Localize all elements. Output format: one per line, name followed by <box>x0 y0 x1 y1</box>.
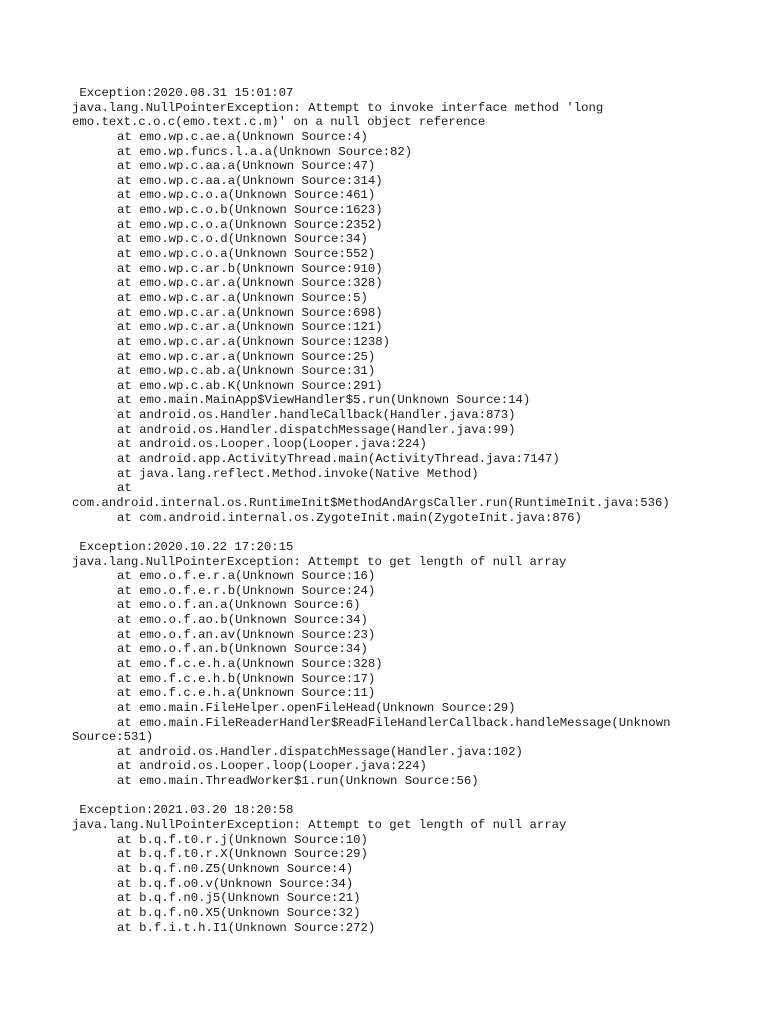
stack-frame: at emo.main.MainApp$ViewHandler$5.run(Unknown Source:14) <box>117 393 531 408</box>
stack-frame: at b.q.f.n0.Z5(Unknown Source:4) <box>117 861 354 876</box>
stack-frame: at b.f.i.t.h.I1(Unknown Source:272) <box>117 920 376 935</box>
stack-frame: at emo.o.f.e.r.b(Unknown Source:24) <box>117 583 376 598</box>
stack-frame: at emo.o.f.an.b(Unknown Source:34) <box>117 642 368 657</box>
stack-frame: at emo.main.FileReaderHandler$ReadFileHandlerCallback.handleMessage(Unknown <box>117 715 671 730</box>
stack-frame: at <box>117 481 132 496</box>
stack-frame: at emo.main.ThreadWorker$1.run(Unknown Source:56) <box>117 774 479 789</box>
stack-frame: at b.q.f.n0.j5(Unknown Source:21) <box>117 891 361 906</box>
stack-frame: at com.android.internal.os.ZygoteInit.main(ZygoteInit.java:876) <box>117 510 582 525</box>
stack-frame: at emo.wp.c.ar.a(Unknown Source:698) <box>117 305 383 320</box>
stack-frame: at b.q.f.o0.v(Unknown Source:34) <box>117 876 354 891</box>
stack-frame: at emo.wp.c.ar.a(Unknown Source:5) <box>117 290 368 305</box>
stack-frame: at android.os.Handler.handleCallback(Handler.java:873) <box>117 408 516 423</box>
stack-frame: at android.os.Looper.loop(Looper.java:224) <box>117 759 427 774</box>
stack-frame: at android.os.Handler.dispatchMessage(Handler.java:99) <box>117 422 516 437</box>
stack-frame: at b.q.f.t0.r.j(Unknown Source:10) <box>117 832 368 847</box>
stack-frame: at b.q.f.n0.X5(Unknown Source:32) <box>117 905 361 920</box>
stack-frame: at emo.wp.c.ar.a(Unknown Source:1238) <box>117 334 391 349</box>
stack-frame: at emo.wp.c.o.a(Unknown Source:552) <box>117 247 376 262</box>
stack-frame: at emo.wp.c.o.a(Unknown Source:461) <box>117 188 376 203</box>
stack-frame: at b.q.f.t0.r.X(Unknown Source:29) <box>117 847 368 862</box>
stack-frame: at android.os.Looper.loop(Looper.java:224) <box>117 437 427 452</box>
stack-frame: at emo.f.c.e.h.a(Unknown Source:11) <box>117 686 376 701</box>
stack-frame-continuation: Source:531) <box>72 730 154 745</box>
stack-frame: at java.lang.reflect.Method.invoke(Native Method) <box>117 466 479 481</box>
stack-frame: at emo.wp.c.aa.a(Unknown Source:314) <box>117 173 383 188</box>
stack-frame: at emo.o.f.an.av(Unknown Source:23) <box>117 627 376 642</box>
stack-frame: at emo.wp.c.ar.a(Unknown Source:328) <box>117 276 383 291</box>
stack-frame: at emo.wp.c.ar.a(Unknown Source:25) <box>117 349 376 364</box>
stack-frame: at emo.wp.c.o.a(Unknown Source:2352) <box>117 217 383 232</box>
exception-timestamp: Exception:2021.03.20 18:20:58 <box>72 803 294 818</box>
stack-frame: at emo.wp.c.o.b(Unknown Source:1623) <box>117 203 383 218</box>
stack-frame: at android.os.Handler.dispatchMessage(Handler.java:102) <box>117 744 523 759</box>
exception-log-document <box>72 86 762 950</box>
exception-block <box>72 803 762 935</box>
exception-message: java.lang.NullPointerException: Attempt to get length of null array <box>72 554 567 569</box>
exception-message: java.lang.NullPointerException: Attempt to invoke interface method 'long <box>72 100 604 115</box>
stack-frame: at emo.f.c.e.h.b(Unknown Source:17) <box>117 671 376 686</box>
stack-frame: at android.app.ActivityThread.main(ActivityThread.java:7147) <box>117 452 560 467</box>
stack-frame: at emo.wp.c.aa.a(Unknown Source:47) <box>117 159 376 174</box>
stack-frame: at emo.wp.funcs.l.a.a(Unknown Source:82) <box>117 144 413 159</box>
stack-frame: at emo.wp.c.ab.K(Unknown Source:291) <box>117 378 383 393</box>
stack-frame: at emo.wp.c.o.d(Unknown Source:34) <box>117 232 368 247</box>
exception-message: emo.text.c.o.c(emo.text.c.m)' on a null object reference <box>72 115 486 130</box>
stack-frame: at emo.wp.c.ae.a(Unknown Source:4) <box>117 129 368 144</box>
exception-timestamp: Exception:2020.08.31 15:01:07 <box>72 86 294 100</box>
exception-block <box>72 86 762 525</box>
stack-frame: at emo.main.FileHelper.openFileHead(Unknown Source:29) <box>117 700 516 715</box>
stack-frame: at emo.o.f.ao.b(Unknown Source:34) <box>117 613 368 628</box>
stack-frame: at emo.wp.c.ab.a(Unknown Source:31) <box>117 364 376 379</box>
stack-frame: at emo.wp.c.ar.b(Unknown Source:910) <box>117 261 383 276</box>
stack-frame-continuation: com.android.internal.os.RuntimeInit$MethodAndArgsCaller.run(RuntimeInit.java:536) <box>72 495 670 510</box>
exception-message: java.lang.NullPointerException: Attempt to get length of null array <box>72 818 567 833</box>
stack-frame: at emo.wp.c.ar.a(Unknown Source:121) <box>117 320 383 335</box>
stack-frame: at emo.o.f.e.r.a(Unknown Source:16) <box>117 569 376 584</box>
exception-block <box>72 540 762 789</box>
stack-frame: at emo.o.f.an.a(Unknown Source:6) <box>117 598 361 613</box>
stack-frame: at emo.f.c.e.h.a(Unknown Source:328) <box>117 656 383 671</box>
exception-timestamp: Exception:2020.10.22 17:20:15 <box>72 539 294 554</box>
